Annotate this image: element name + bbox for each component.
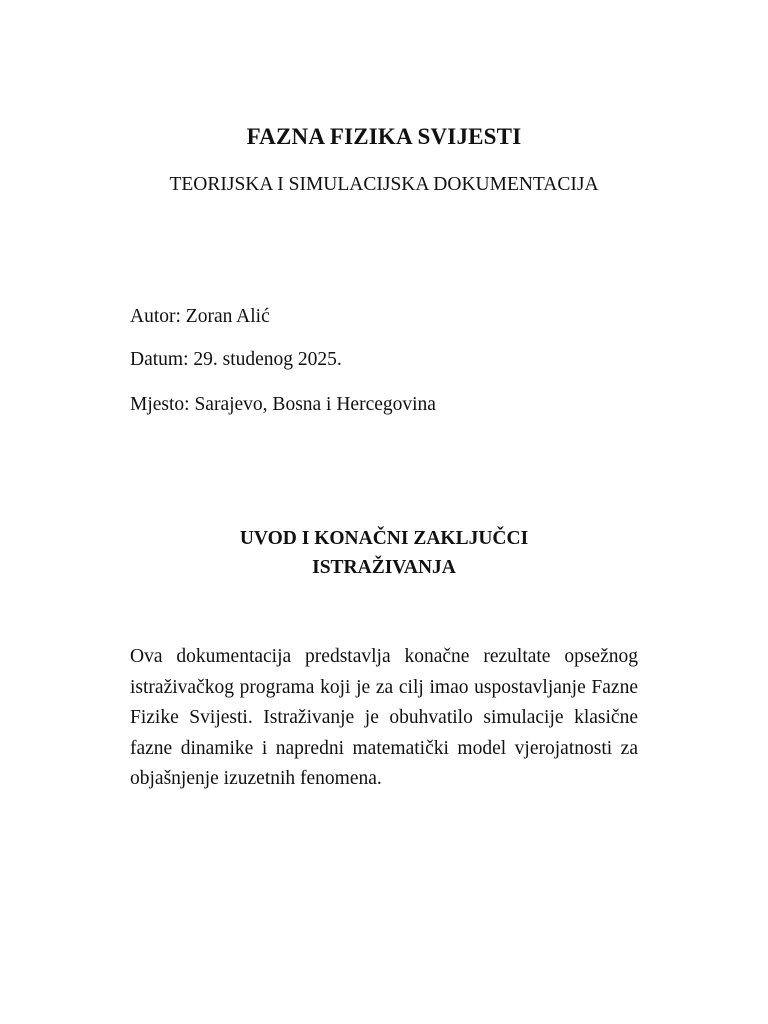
section-heading — [0, 524, 768, 582]
intro-paragraph: Ova dokumentacija predstavlja konačne rezultate opsežnog istraživačkog programa koji je za cilj imao uspostavljanje Fazne Fizike Svijesti. Istraživanje je obuhvatilo simulacije klasične fazne dinamike i napredni matematički model vjerojatnosti za objašnjenje izuzetnih fenomena. — [130, 646, 638, 789]
author-line: Autor: Zoran Alić — [130, 306, 270, 327]
section-heading-line-1: UVOD I KONAČNI ZAKLJUČCI — [239, 528, 529, 549]
document-title: FAZNA FIZIKA SVIJESTI — [246, 124, 522, 149]
place-line: Mjesto: Sarajevo, Bosna i Hercegovina — [130, 394, 436, 415]
document-subtitle: TEORIJSKA I SIMULACIJSKA DOKUMENTACIJA — [169, 174, 599, 195]
section-heading-line-2: ISTRAŽIVANJA — [312, 557, 456, 578]
date-line: Datum: 29. studenog 2025. — [130, 349, 342, 370]
